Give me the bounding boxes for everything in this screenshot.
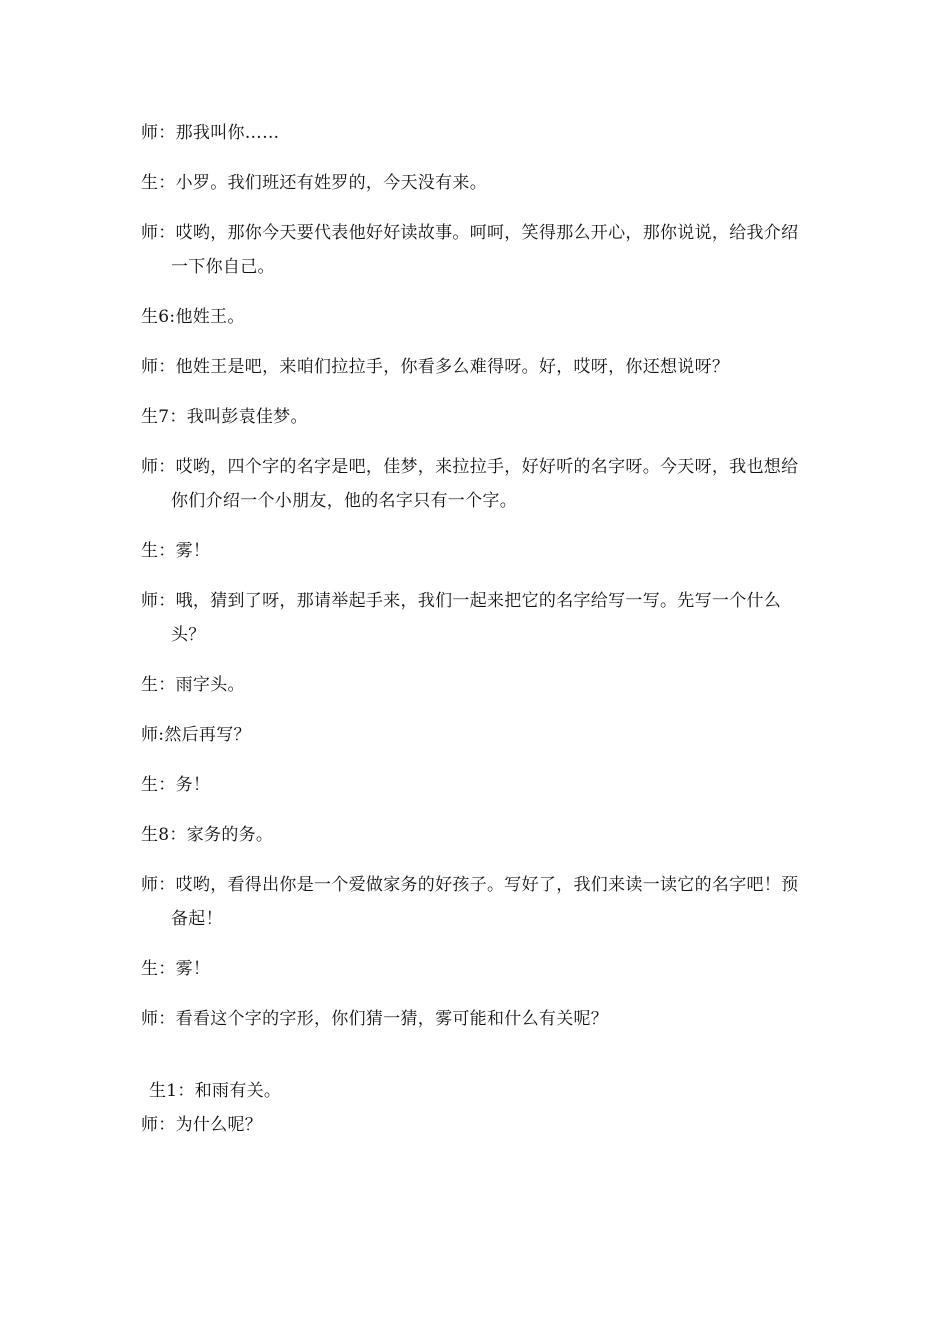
dialogue-line: 师：哎哟，四个字的名字是吧，佳梦，来拉拉手，好好听的名字呀。今天呀，我也想给你们介绍一个小朋友，他的名字只有一个字。	[141, 457, 799, 511]
dialogue-line: 生1：和雨有关。	[149, 1081, 282, 1101]
dialogue-line: 师：他姓王是吧，来咱们拉拉手，你看多么难得呀。好，哎呀，你还想说呀？	[141, 357, 730, 377]
dialogue-line: 生：雾！	[141, 541, 211, 561]
dialogue-line: 师：为什么呢？	[141, 1115, 263, 1135]
dialogue-line: 生：雨字头。	[141, 675, 245, 695]
dialogue-line: 师：那我叫你……	[141, 123, 280, 143]
dialogue-line: 生：雾！	[141, 959, 211, 979]
dialogue-line: 生：小罗。我们班还有姓罗的，今天没有来。	[141, 173, 487, 193]
dialogue-line: 师：看看这个字的字形，你们猜一猜，雾可能和什么有关呢？	[141, 1009, 609, 1029]
dialogue-line: 生7：我叫彭袁佳梦。	[141, 407, 308, 427]
dialogue-transcript	[141, 116, 801, 1158]
dialogue-line: 生：务！	[141, 775, 211, 795]
dialogue-line: 师：哎哟，那你今天要代表他好好读故事。呵呵，笑得那么开心，那你说说，给我介绍一下你自己。	[141, 223, 799, 277]
dialogue-line: 师：哎哟，看得出你是一个爱做家务的好孩子。写好了，我们来读一读它的名字吧！预备起！	[141, 875, 799, 929]
dialogue-line: 生6:他姓王。	[141, 307, 245, 327]
dialogue-line: 生8：家务的务。	[141, 825, 274, 845]
dialogue-line: 师:然后再写？	[141, 725, 251, 745]
dialogue-line: 师：哦，猜到了呀，那请举起手来，我们一起来把它的名字给写一写。先写一个什么头？	[141, 591, 782, 645]
